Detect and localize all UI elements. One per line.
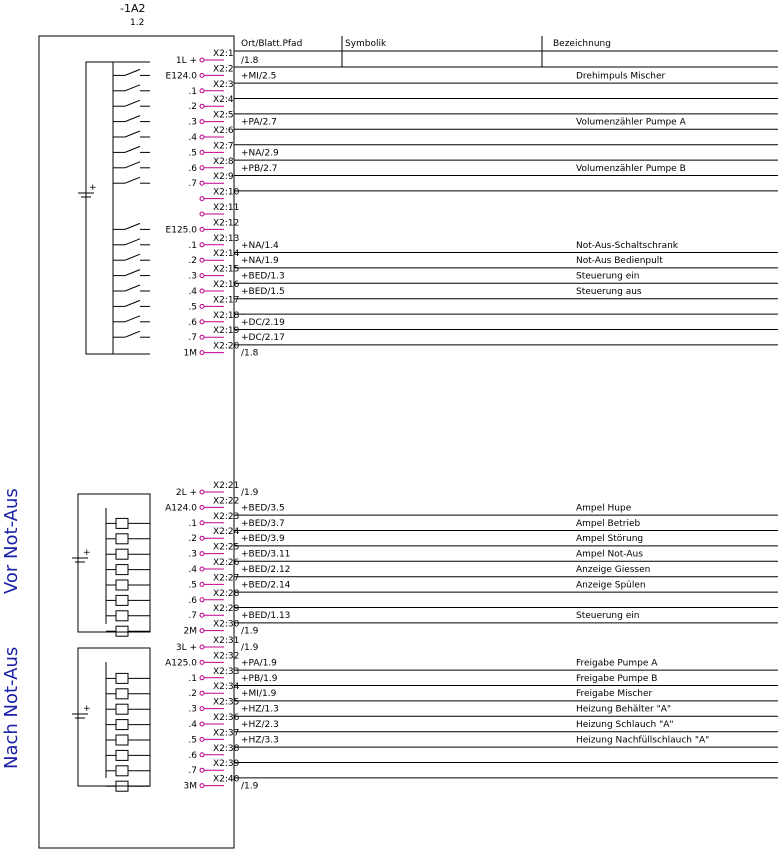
path-reference: +BED/2.12 [241,565,291,575]
terminal-connector [200,707,204,711]
path-reference: +HZ/2.3 [241,720,279,730]
terminal-label: X2:21 [213,481,240,491]
io-address: .5 [188,735,197,746]
switch-contact [125,177,140,183]
path-reference: +BED/2.14 [241,580,291,591]
terminal-label: X2:19 [213,326,240,337]
io-address: 2L + [175,488,197,498]
io-address: .2 [188,689,197,700]
switch-contact [125,85,140,91]
terminal-connector [200,676,204,680]
relay-coil [116,549,128,559]
path-reference: /1.8 [241,56,259,66]
terminal-connector [200,197,204,201]
terminal-label: X2:30 [213,619,240,630]
terminal-connector [200,89,204,93]
path-reference: /1.8 [241,348,259,359]
path-reference: +BED/3.7 [241,518,285,529]
component-ref: 1.2 [130,18,145,28]
io-address: E125.0 [165,225,197,236]
io-address: .3 [188,704,197,715]
io-address: .7 [188,611,197,622]
signal-description: Drehimpuls Mischer [576,71,666,82]
terminal-connector [200,351,204,355]
path-reference: +PA/2.7 [241,117,277,128]
signal-description: Ampel Störung [576,534,644,545]
switch-contact [125,285,140,291]
switch-contact [125,146,140,152]
relay-coil [116,689,128,699]
terminal-connector [200,784,204,788]
header-symbol: Symbolik [345,39,387,49]
header-location: Ort/Blatt.Pfad [241,39,303,49]
terminal-connector [200,104,204,108]
signal-description: Freigabe Mischer [576,689,653,700]
terminal-connector [200,212,204,216]
terminal-connector [200,691,204,695]
relay-coil [116,720,128,730]
terminal-connector [200,166,204,170]
terminal-label: X2:10 [213,187,240,198]
terminal-connector [200,629,204,633]
side-label-before-estop: Vor Not-Aus [1,488,22,594]
signal-description: Ampel Betrieb [576,518,641,529]
io-address: .6 [188,595,197,606]
module-box [39,36,234,848]
terminal-connector [200,505,204,509]
terminal-connector [200,274,204,278]
terminal-connector [200,258,204,262]
signal-description: Freigabe Pumpe A [576,658,658,669]
terminal-connector [200,227,204,231]
io-address: .7 [188,179,197,190]
relay-coil [116,565,128,575]
terminal-label: X2:34 [213,682,240,693]
io-address: .1 [188,673,197,684]
io-address: .4 [188,565,197,575]
terminal-connector [200,243,204,247]
io-address: 1L + [175,56,197,66]
terminal-label: X2:4 [213,95,234,106]
io-address: 3M [183,781,197,792]
switch-contact [125,270,140,276]
switch-contact [125,223,140,229]
io-address: E124.0 [165,71,197,82]
path-reference: +DC/2.17 [241,333,285,344]
terminal-connector [200,335,204,339]
signal-description: Heizung Schlauch "A" [576,720,674,730]
signal-description: Heizung Behälter "A" [576,704,672,715]
terminal-label: X2:27 [213,573,240,584]
terminal-connector [200,598,204,602]
relay-coil [116,750,128,760]
battery-plus-sign: + [83,548,91,558]
path-reference: +NA/1.4 [241,240,279,251]
signal-description: Anzeige Spülen [576,580,646,591]
switch-contact [125,239,140,245]
io-address: .5 [188,580,197,591]
signal-description: Ampel Not-Aus [576,549,643,560]
terminal-label: X2:29 [213,604,240,615]
terminal-label: X2:33 [213,666,240,677]
path-reference: /1.9 [241,626,259,637]
io-address: .7 [188,333,197,344]
terminal-label: X2:3 [213,79,234,90]
terminal-connector [200,490,204,494]
terminal-label: X2:20 [213,341,240,352]
relay-coil [116,704,128,714]
switch-contact [125,300,140,306]
switch-contact [125,316,140,322]
signal-description: Anzeige Giessen [576,565,651,575]
io-address: .6 [188,750,197,761]
digital-output-block-1 [72,494,150,632]
output-frame-2 [78,648,150,786]
io-address: .2 [188,102,197,113]
io-address: .1 [188,86,197,97]
terminal-label: X2:36 [213,713,240,723]
io-address: .6 [188,317,197,328]
path-reference: +PB/2.7 [241,163,278,174]
relay-coil [116,580,128,590]
io-address: .6 [188,163,197,174]
relay-coil [116,766,128,776]
terminal-label: X2:24 [213,527,240,538]
io-address: .5 [188,302,197,313]
path-reference: +BED/1.5 [241,287,285,297]
component-id: -1A2 [120,2,146,15]
relay-coil [116,534,128,544]
terminal-connector [200,536,204,540]
switch-contact [125,100,140,106]
header-description: Bezeichnung [553,39,611,49]
terminal-rows [106,49,778,792]
relay-coil [116,611,128,621]
io-address: .3 [188,271,197,282]
io-address: .5 [188,148,197,159]
switch-contact [125,162,140,168]
signal-description: Steuerung aus [576,287,642,297]
io-address: 2M [183,626,197,637]
relay-coil [116,518,128,528]
path-reference: +BED/3.5 [241,503,285,514]
terminal-label: X2:8 [213,156,234,167]
signal-description: Steuerung ein [576,271,640,282]
io-address: .2 [188,534,197,545]
battery-plus-sign: + [83,704,91,714]
path-reference: +DC/2.19 [241,317,285,328]
signal-description: Not-Aus-Schaltschrank [576,240,678,251]
relay-coil [116,595,128,605]
terminal-label: X2:7 [213,141,234,152]
signal-description: Volumenzähler Pumpe A [576,117,686,128]
terminal-label: X2:6 [213,126,234,136]
path-reference: /1.9 [241,643,259,653]
terminal-label: X2:1 [213,49,234,59]
terminal-connector [200,150,204,154]
path-reference: +HZ/3.3 [241,735,279,746]
terminal-label: X2:18 [213,310,240,321]
terminal-label: X2:15 [213,264,240,275]
switch-contact [125,69,140,75]
terminal-label: X2:16 [213,280,240,290]
terminal-label: X2:28 [213,588,240,599]
io-address: .1 [188,518,197,529]
path-reference: +BED/3.9 [241,534,285,545]
signal-description: Ampel Hupe [576,503,632,514]
terminal-connector [200,613,204,617]
terminal-label: X2:13 [213,233,240,244]
path-reference: /1.9 [241,781,259,792]
terminal-connector [200,753,204,757]
terminal-label: X2:9 [213,172,234,183]
path-reference: +PA/1.9 [241,658,277,669]
side-label-after-estop: Nach Not-Aus [1,646,22,769]
terminal-label: X2:2 [213,64,234,75]
path-reference: +BED/3.11 [241,549,291,560]
terminal-label: X2:22 [213,496,240,507]
path-reference: +BED/1.3 [241,271,285,282]
terminal-label: X2:32 [213,651,240,662]
terminal-connector [200,521,204,525]
terminal-connector [200,645,204,649]
terminal-connector [200,768,204,772]
terminal-connector [200,135,204,139]
terminal-connector [200,58,204,62]
io-address: .4 [188,720,197,730]
terminal-label: X2:39 [213,759,240,770]
io-address: .4 [188,133,197,143]
terminal-label: X2:17 [213,295,240,306]
output-frame-1 [78,494,150,632]
path-reference: +BED/1.13 [241,611,291,622]
terminal-label: X2:37 [213,728,240,739]
relay-coil [116,673,128,683]
io-address: .7 [188,766,197,777]
path-reference: /1.9 [241,488,259,498]
terminal-connector [200,552,204,556]
io-address: .1 [188,240,197,251]
switch-contact [125,254,140,260]
terminal-label: X2:5 [213,110,234,121]
terminal-connector [200,582,204,586]
terminal-connector [200,181,204,185]
terminal-label: X2:25 [213,542,240,553]
terminal-connector [200,737,204,741]
io-address: 1M [183,348,197,359]
terminal-label: X2:12 [213,218,240,229]
io-address: A124.0 [165,503,197,514]
terminal-connector [200,722,204,726]
path-reference: +NA/2.9 [241,148,279,159]
terminal-connector [200,660,204,664]
battery-plus-sign: + [89,183,97,193]
io-address: .4 [188,287,197,297]
terminal-label: X2:11 [213,203,240,213]
switch-contact [125,331,140,337]
terminal-connector [200,320,204,324]
io-address: 3L + [175,643,197,653]
terminal-connector [200,289,204,293]
path-reference: +PB/1.9 [241,673,278,684]
relay-coil [116,735,128,745]
signal-description: Heizung Nachfüllschlauch "A" [576,735,710,746]
signal-description: Steuerung ein [576,611,640,622]
terminal-connector [200,73,204,77]
terminal-label: X2:23 [213,511,240,522]
terminal-connector [200,567,204,571]
path-reference: +MI/1.9 [241,689,277,700]
terminal-label: X2:14 [213,249,240,260]
terminal-label: X2:38 [213,743,240,754]
path-reference: +HZ/1.3 [241,704,279,715]
io-address: .2 [188,256,197,267]
terminal-label: X2:31 [213,636,240,646]
switch-contact [125,116,140,122]
path-reference: +MI/2.5 [241,71,277,82]
relay-coil [116,626,128,636]
io-address: .3 [188,549,197,560]
terminal-connector [200,304,204,308]
io-address: .3 [188,117,197,128]
digital-output-block-2 [72,648,150,786]
terminal-label: X2:35 [213,697,240,708]
terminal-connector [200,120,204,124]
terminal-label: X2:40 [213,774,240,785]
signal-description: Not-Aus Bedienpult [576,256,663,267]
signal-description: Freigabe Pumpe B [576,673,658,684]
io-address: A125.0 [165,658,197,669]
terminal-label: X2:26 [213,558,240,568]
path-reference: +NA/1.9 [241,256,279,267]
switch-contact [125,131,140,137]
signal-description: Volumenzähler Pumpe B [576,163,686,174]
